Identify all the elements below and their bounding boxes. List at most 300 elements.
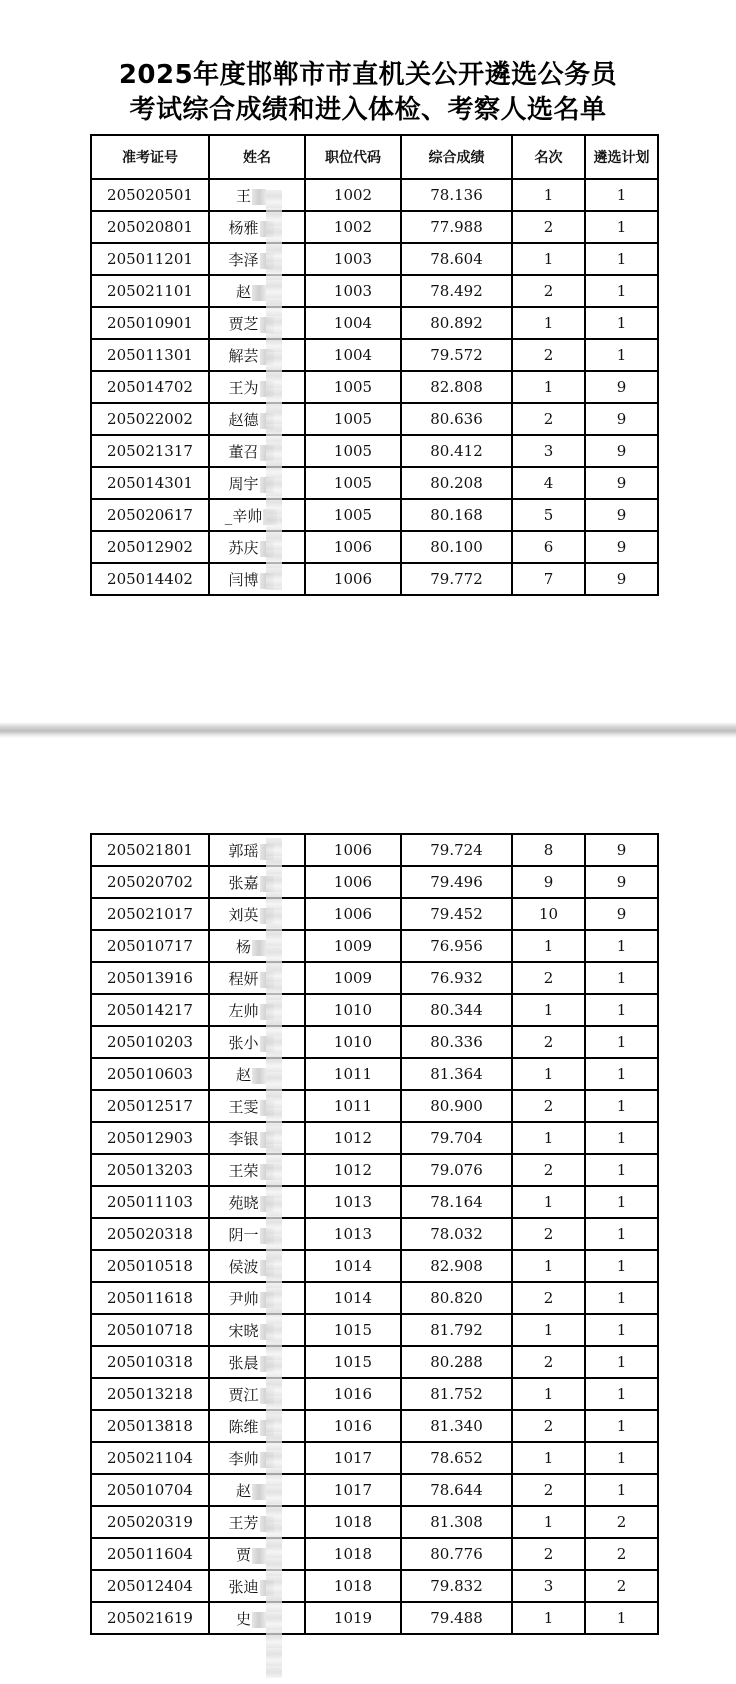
cell-position-code: 1006	[305, 834, 401, 866]
cell-exam-number: 205011618	[91, 1282, 209, 1314]
cell-position-code: 1012	[305, 1154, 401, 1186]
candidate-name: 苏庆	[228, 538, 259, 557]
cell-name	[209, 1602, 305, 1634]
table-row	[91, 467, 658, 499]
candidate-name: 程妍	[228, 969, 259, 988]
candidate-name: 郭瑶	[228, 841, 259, 860]
cell-position-code: 1006	[305, 866, 401, 898]
cell-rank: 2	[512, 1090, 585, 1122]
cell-position-code: 1005	[305, 499, 401, 531]
cell-exam-number: 205021017	[91, 898, 209, 930]
table-row	[91, 275, 658, 307]
cell-position-code: 1016	[305, 1410, 401, 1442]
candidate-name: 王荣	[228, 1161, 259, 1180]
cell-selection-plan: 1	[585, 1058, 658, 1090]
cell-exam-number: 205013203	[91, 1154, 209, 1186]
cell-rank: 1	[512, 1058, 585, 1090]
candidate-name: 侯波	[228, 1257, 259, 1276]
candidate-name: 赵	[235, 282, 251, 301]
candidate-name: 陈维	[228, 1417, 259, 1436]
cell-position-code: 1017	[305, 1442, 401, 1474]
table-row	[91, 1090, 658, 1122]
page-separator	[0, 722, 736, 738]
table-row	[91, 1378, 658, 1410]
cell-rank: 2	[512, 1026, 585, 1058]
cell-exam-number: 205010901	[91, 307, 209, 339]
cell-rank: 5	[512, 499, 585, 531]
cell-name	[209, 866, 305, 898]
document-page-2	[0, 738, 736, 1684]
cell-rank: 2	[512, 339, 585, 371]
cell-name	[209, 1186, 305, 1218]
cell-total-score: 80.288	[401, 1346, 512, 1378]
cell-selection-plan: 9	[585, 467, 658, 499]
table-body-page-1	[91, 179, 658, 595]
candidate-name: 李泽	[228, 250, 259, 269]
candidate-name: 贾江	[228, 1385, 259, 1404]
cell-name	[209, 1122, 305, 1154]
cell-total-score: 80.412	[401, 435, 512, 467]
candidate-name: 杨	[235, 937, 251, 956]
cell-rank: 2	[512, 275, 585, 307]
cell-total-score: 79.488	[401, 1602, 512, 1634]
cell-rank: 7	[512, 563, 585, 595]
cell-selection-plan: 1	[585, 1378, 658, 1410]
cell-selection-plan: 2	[585, 1506, 658, 1538]
cell-total-score: 80.100	[401, 531, 512, 563]
cell-total-score: 80.336	[401, 1026, 512, 1058]
cell-name	[209, 467, 305, 499]
cell-exam-number: 205020318	[91, 1218, 209, 1250]
cell-rank: 2	[512, 1410, 585, 1442]
candidate-name: 张嘉	[228, 873, 259, 892]
redaction-mark	[252, 189, 266, 205]
cell-exam-number: 205021317	[91, 435, 209, 467]
cell-name	[209, 1058, 305, 1090]
cell-total-score: 80.168	[401, 499, 512, 531]
cell-name	[209, 1218, 305, 1250]
table-row	[91, 307, 658, 339]
cell-total-score: 77.988	[401, 211, 512, 243]
candidate-name: 阴一	[228, 1225, 259, 1244]
cell-rank: 1	[512, 994, 585, 1026]
cell-exam-number: 205011103	[91, 1186, 209, 1218]
cell-selection-plan: 1	[585, 1602, 658, 1634]
table-row	[91, 898, 658, 930]
cell-rank: 9	[512, 866, 585, 898]
cell-rank: 2	[512, 1346, 585, 1378]
cell-position-code: 1005	[305, 467, 401, 499]
table-row	[91, 1218, 658, 1250]
cell-name	[209, 531, 305, 563]
cell-position-code: 1010	[305, 994, 401, 1026]
cell-rank: 2	[512, 1538, 585, 1570]
candidate-name: 张晨	[228, 1353, 259, 1372]
cell-rank: 1	[512, 371, 585, 403]
table-body-page-2	[91, 834, 658, 1634]
cell-exam-number: 205013818	[91, 1410, 209, 1442]
table-row	[91, 211, 658, 243]
candidate-name: 董召	[228, 442, 259, 461]
cell-position-code: 1004	[305, 307, 401, 339]
cell-name	[209, 179, 305, 211]
cell-total-score: 78.164	[401, 1186, 512, 1218]
table-row	[91, 371, 658, 403]
cell-name	[209, 1154, 305, 1186]
cell-rank: 2	[512, 1282, 585, 1314]
cell-rank: 1	[512, 1186, 585, 1218]
cell-rank: 2	[512, 962, 585, 994]
cell-name	[209, 1090, 305, 1122]
cell-name	[209, 435, 305, 467]
cell-total-score: 78.136	[401, 179, 512, 211]
cell-selection-plan: 1	[585, 1282, 658, 1314]
cell-total-score: 79.076	[401, 1154, 512, 1186]
cell-exam-number: 205011301	[91, 339, 209, 371]
cell-total-score: 76.932	[401, 962, 512, 994]
cell-exam-number: 205013218	[91, 1378, 209, 1410]
cell-selection-plan: 1	[585, 243, 658, 275]
redaction-mark	[252, 1548, 266, 1564]
cell-exam-number: 205012404	[91, 1570, 209, 1602]
cell-total-score: 82.908	[401, 1250, 512, 1282]
cell-position-code: 1018	[305, 1570, 401, 1602]
cell-total-score: 79.704	[401, 1122, 512, 1154]
table-row	[91, 1186, 658, 1218]
cell-rank: 1	[512, 1442, 585, 1474]
cell-total-score: 79.832	[401, 1570, 512, 1602]
document-title-line-2: 考试综合成绩和进入体检、考察人选名单	[129, 95, 607, 125]
cell-total-score: 78.032	[401, 1218, 512, 1250]
cell-position-code: 1006	[305, 531, 401, 563]
table-row	[91, 1058, 658, 1090]
candidate-name: 尹帅	[228, 1289, 259, 1308]
candidate-name: 李帅	[228, 1449, 259, 1468]
table-row	[91, 994, 658, 1026]
cell-position-code: 1014	[305, 1282, 401, 1314]
cell-position-code: 1018	[305, 1538, 401, 1570]
candidate-name: 周宇	[228, 474, 259, 493]
cell-selection-plan: 1	[585, 1026, 658, 1058]
table-row	[91, 499, 658, 531]
cell-exam-number: 205021619	[91, 1602, 209, 1634]
cell-selection-plan: 2	[585, 1538, 658, 1570]
table-row	[91, 1538, 658, 1570]
table-row	[91, 1314, 658, 1346]
cell-rank: 2	[512, 403, 585, 435]
header-rank: 名次	[512, 135, 585, 179]
cell-position-code: 1009	[305, 930, 401, 962]
cell-position-code: 1015	[305, 1314, 401, 1346]
cell-rank: 8	[512, 834, 585, 866]
table-row	[91, 866, 658, 898]
candidate-name: 李银	[228, 1129, 259, 1148]
cell-selection-plan: 9	[585, 435, 658, 467]
cell-exam-number: 205012903	[91, 1122, 209, 1154]
document-title-line-1: 2025年度邯郸市市直机关公开遴选公务员	[118, 60, 618, 90]
cell-rank: 6	[512, 531, 585, 563]
table-row	[91, 339, 658, 371]
name-redaction-blur	[266, 838, 282, 1678]
cell-position-code: 1009	[305, 962, 401, 994]
candidate-name: 张迪	[228, 1577, 259, 1596]
cell-exam-number: 205014217	[91, 994, 209, 1026]
cell-name	[209, 1250, 305, 1282]
cell-name	[209, 1346, 305, 1378]
table-row	[91, 834, 658, 866]
cell-selection-plan: 1	[585, 211, 658, 243]
cell-exam-number: 205021104	[91, 1442, 209, 1474]
cell-selection-plan: 1	[585, 1218, 658, 1250]
cell-exam-number: 205014702	[91, 371, 209, 403]
table-row	[91, 1410, 658, 1442]
table-row	[91, 1346, 658, 1378]
cell-exam-number: 205014301	[91, 467, 209, 499]
cell-total-score: 80.344	[401, 994, 512, 1026]
cell-exam-number: 205010718	[91, 1314, 209, 1346]
cell-total-score: 79.724	[401, 834, 512, 866]
cell-rank: 1	[512, 307, 585, 339]
cell-exam-number: 205010318	[91, 1346, 209, 1378]
cell-rank: 1	[512, 1602, 585, 1634]
cell-position-code: 1013	[305, 1218, 401, 1250]
cell-rank: 1	[512, 1378, 585, 1410]
table-row	[91, 1282, 658, 1314]
cell-position-code: 1011	[305, 1090, 401, 1122]
cell-name	[209, 962, 305, 994]
cell-name	[209, 1026, 305, 1058]
cell-rank: 1	[512, 1314, 585, 1346]
cell-rank: 3	[512, 1570, 585, 1602]
cell-exam-number: 205010717	[91, 930, 209, 962]
cell-total-score: 80.776	[401, 1538, 512, 1570]
cell-total-score: 80.892	[401, 307, 512, 339]
header-position-code: 职位代码	[305, 135, 401, 179]
cell-name	[209, 898, 305, 930]
candidate-name: 王	[235, 186, 251, 205]
cell-name	[209, 403, 305, 435]
redaction-mark	[252, 940, 266, 956]
cell-rank: 1	[512, 243, 585, 275]
table-row	[91, 930, 658, 962]
document-page-1	[0, 0, 736, 722]
candidate-name: 宋晓	[228, 1321, 259, 1340]
candidate-name: 赵	[235, 1481, 251, 1500]
cell-exam-number: 205020319	[91, 1506, 209, 1538]
cell-total-score: 78.652	[401, 1442, 512, 1474]
cell-position-code: 1003	[305, 275, 401, 307]
cell-selection-plan: 9	[585, 371, 658, 403]
cell-exam-number: 205020617	[91, 499, 209, 531]
cell-total-score: 79.496	[401, 866, 512, 898]
candidate-name: 解芸	[228, 346, 259, 365]
table-row	[91, 1570, 658, 1602]
candidate-name: 闫博	[228, 570, 259, 589]
cell-exam-number: 205011604	[91, 1538, 209, 1570]
cell-position-code: 1005	[305, 403, 401, 435]
cell-rank: 1	[512, 1250, 585, 1282]
cell-rank: 1	[512, 1506, 585, 1538]
cell-selection-plan: 1	[585, 1122, 658, 1154]
cell-name	[209, 994, 305, 1026]
cell-position-code: 1003	[305, 243, 401, 275]
cell-selection-plan: 1	[585, 179, 658, 211]
cell-selection-plan: 9	[585, 866, 658, 898]
table-row	[91, 1250, 658, 1282]
cell-position-code: 1019	[305, 1602, 401, 1634]
table-row	[91, 1602, 658, 1634]
name-redaction-blur	[266, 190, 282, 590]
table-row	[91, 1474, 658, 1506]
cell-selection-plan: 1	[585, 1474, 658, 1506]
cell-name	[209, 307, 305, 339]
cell-total-score: 79.572	[401, 339, 512, 371]
cell-rank: 10	[512, 898, 585, 930]
cell-position-code: 1015	[305, 1346, 401, 1378]
cell-rank: 3	[512, 435, 585, 467]
cell-selection-plan: 9	[585, 403, 658, 435]
cell-exam-number: 205021101	[91, 275, 209, 307]
cell-exam-number: 205022002	[91, 403, 209, 435]
table-row	[91, 531, 658, 563]
table-row	[91, 179, 658, 211]
cell-total-score: 80.820	[401, 1282, 512, 1314]
candidate-name: 贾芝	[228, 314, 259, 333]
cell-position-code: 1004	[305, 339, 401, 371]
cell-name	[209, 1538, 305, 1570]
header-selection-plan: 遴选计划	[585, 135, 658, 179]
header-name: 姓名	[209, 135, 305, 179]
table-row	[91, 1154, 658, 1186]
cell-rank: 1	[512, 1122, 585, 1154]
candidate-name: 赵	[235, 1065, 251, 1084]
cell-exam-number: 205020702	[91, 866, 209, 898]
candidate-name: 杨雅	[228, 218, 259, 237]
table-row	[91, 403, 658, 435]
cell-name	[209, 339, 305, 371]
candidate-name: 王雯	[228, 1097, 259, 1116]
cell-total-score: 76.956	[401, 930, 512, 962]
cell-selection-plan: 9	[585, 834, 658, 866]
cell-position-code: 1018	[305, 1506, 401, 1538]
cell-selection-plan: 2	[585, 1570, 658, 1602]
candidate-name: 左帅	[228, 1001, 259, 1020]
candidate-name: 苑晓	[228, 1193, 259, 1212]
table-row	[91, 1442, 658, 1474]
cell-selection-plan: 1	[585, 994, 658, 1026]
cell-position-code: 1005	[305, 435, 401, 467]
cell-selection-plan: 1	[585, 275, 658, 307]
cell-name	[209, 1474, 305, 1506]
cell-selection-plan: 1	[585, 339, 658, 371]
cell-selection-plan: 1	[585, 930, 658, 962]
cell-position-code: 1013	[305, 1186, 401, 1218]
candidate-name: 张小	[228, 1033, 259, 1052]
candidate-name: 王芳	[228, 1513, 259, 1532]
cell-total-score: 79.772	[401, 563, 512, 595]
cell-rank: 2	[512, 1154, 585, 1186]
cell-name	[209, 834, 305, 866]
candidate-name: 史	[235, 1609, 251, 1628]
cell-exam-number: 205010518	[91, 1250, 209, 1282]
cell-name	[209, 211, 305, 243]
cell-exam-number: 205012902	[91, 531, 209, 563]
table-row	[91, 435, 658, 467]
results-table-page-1	[90, 134, 659, 596]
cell-selection-plan: 1	[585, 1442, 658, 1474]
cell-position-code: 1006	[305, 563, 401, 595]
cell-selection-plan: 1	[585, 1346, 658, 1378]
cell-name	[209, 371, 305, 403]
table-row	[91, 563, 658, 595]
cell-name	[209, 1314, 305, 1346]
candidate-name: 赵德	[228, 410, 259, 429]
cell-position-code: 1016	[305, 1378, 401, 1410]
cell-total-score: 81.340	[401, 1410, 512, 1442]
cell-total-score: 82.808	[401, 371, 512, 403]
cell-selection-plan: 1	[585, 1314, 658, 1346]
table-row	[91, 1506, 658, 1538]
cell-position-code: 1002	[305, 179, 401, 211]
candidate-name: 王为	[228, 378, 259, 397]
cell-position-code: 1002	[305, 211, 401, 243]
cell-total-score: 81.308	[401, 1506, 512, 1538]
cell-selection-plan: 1	[585, 1154, 658, 1186]
cell-total-score: 79.452	[401, 898, 512, 930]
cell-name	[209, 1442, 305, 1474]
cell-total-score: 78.644	[401, 1474, 512, 1506]
cell-exam-number: 205011201	[91, 243, 209, 275]
cell-name	[209, 1506, 305, 1538]
cell-total-score: 81.364	[401, 1058, 512, 1090]
cell-name	[209, 499, 305, 531]
cell-position-code: 1006	[305, 898, 401, 930]
candidate-name: 贾	[235, 1545, 251, 1564]
cell-exam-number: 205010704	[91, 1474, 209, 1506]
cell-position-code: 1010	[305, 1026, 401, 1058]
cell-name	[209, 563, 305, 595]
cell-exam-number: 205020801	[91, 211, 209, 243]
cell-name	[209, 1570, 305, 1602]
cell-exam-number: 205013916	[91, 962, 209, 994]
cell-total-score: 81.752	[401, 1378, 512, 1410]
cell-name	[209, 930, 305, 962]
redaction-mark	[252, 1612, 266, 1628]
header-exam-number: 准考证号	[91, 135, 209, 179]
cell-selection-plan: 1	[585, 1410, 658, 1442]
cell-rank: 2	[512, 1218, 585, 1250]
candidate-name: _辛帅	[224, 506, 263, 525]
cell-exam-number: 205010203	[91, 1026, 209, 1058]
cell-name	[209, 1410, 305, 1442]
cell-selection-plan: 1	[585, 1250, 658, 1282]
candidate-name: 刘英	[228, 905, 259, 924]
cell-rank: 1	[512, 930, 585, 962]
cell-position-code: 1011	[305, 1058, 401, 1090]
redaction-mark	[252, 1068, 266, 1084]
redaction-mark	[252, 1484, 266, 1500]
cell-position-code: 1014	[305, 1250, 401, 1282]
table-header-row	[91, 135, 658, 179]
table-row	[91, 1026, 658, 1058]
cell-rank: 2	[512, 211, 585, 243]
cell-total-score: 81.792	[401, 1314, 512, 1346]
cell-exam-number: 205021801	[91, 834, 209, 866]
cell-total-score: 80.900	[401, 1090, 512, 1122]
cell-selection-plan: 9	[585, 499, 658, 531]
cell-total-score: 78.604	[401, 243, 512, 275]
cell-rank: 2	[512, 1474, 585, 1506]
